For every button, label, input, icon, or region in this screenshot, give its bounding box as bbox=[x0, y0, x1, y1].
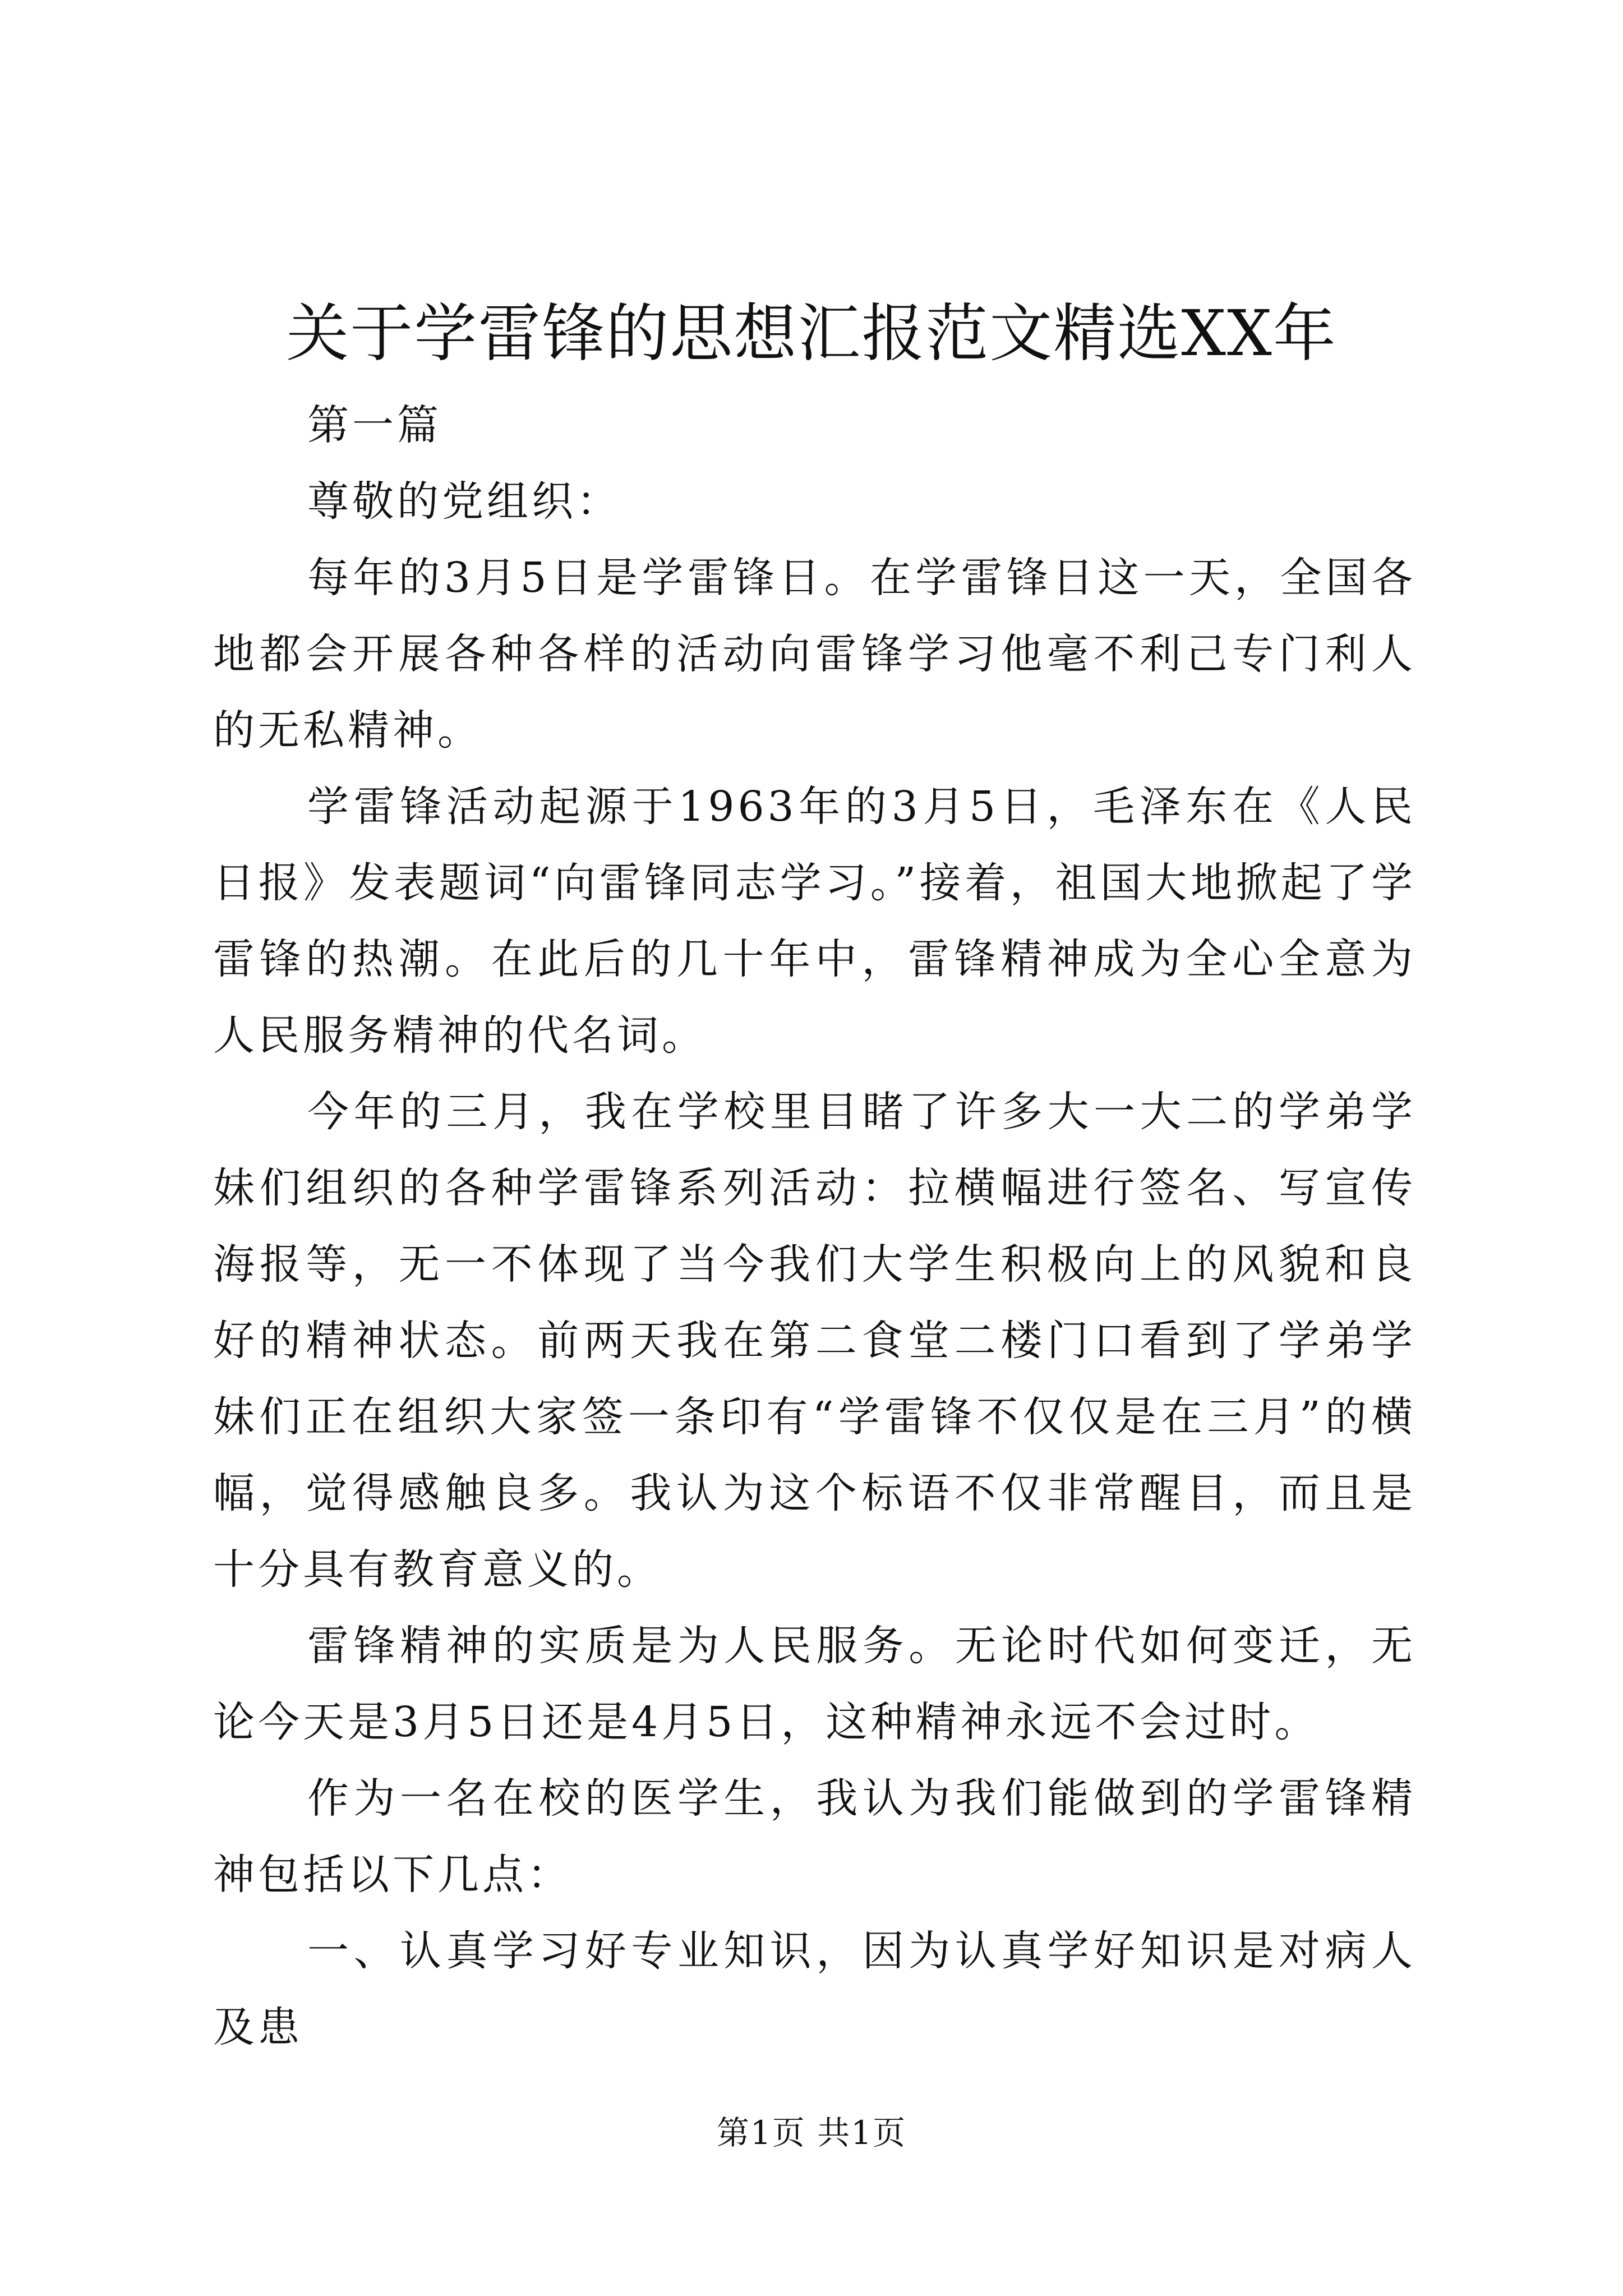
body-paragraph: 今年的三月，我在学校里目睹了许多大一大二的学弟学妹们组织的各种学雷锋系列活动：拉横幅进行签名、写宣传海报等，无一不体现了当今我们大学生积极向上的风貌和良好的精神状态。前两天我在第二食堂二楼门口看到了学弟学妹们正在组织大家签一条印有“学雷锋不仅仅是在三月”的横幅，觉得感触良多。我认为这个标语不仅非常醒目，而且是十分具有教育意义的。 bbox=[213, 1088, 1416, 1594]
section-heading: 第一篇 bbox=[307, 401, 442, 449]
body-paragraph: 雷锋精神的实质是为人民服务。无论时代如何变迁，无论今天是3月5日还是4月5日，这种精神永远不会过时。 bbox=[213, 1622, 1416, 1746]
document-title: 关于学雷锋的思想汇报范文精选XX年 bbox=[286, 297, 1337, 370]
salutation: 尊敬的党组织： bbox=[307, 477, 621, 526]
body-paragraph: 一、认真学习好专业知识，因为认真学好知识是对病人及患 bbox=[213, 1927, 1416, 2051]
page-footer: 第1页 共1页 bbox=[716, 2114, 907, 2152]
body-paragraph: 每年的3月5日是学雷锋日。在学雷锋日这一天，全国各地都会开展各种各样的活动向雷锋学习他毫不利己专门利人的无私精神。 bbox=[213, 554, 1416, 754]
body-paragraph: 作为一名在校的医学生，我认为我们能做到的学雷锋精神包括以下几点： bbox=[213, 1774, 1416, 1899]
body-paragraph: 学雷锋活动起源于1963年的3月5日，毛泽东在《人民日报》发表题词“向雷锋同志学习。”接着，祖国大地掀起了学雷锋的热潮。在此后的几十年中，雷锋精神成为全心全意为人民服务精神的代名词。 bbox=[213, 783, 1416, 1060]
document-body bbox=[213, 387, 1416, 2065]
